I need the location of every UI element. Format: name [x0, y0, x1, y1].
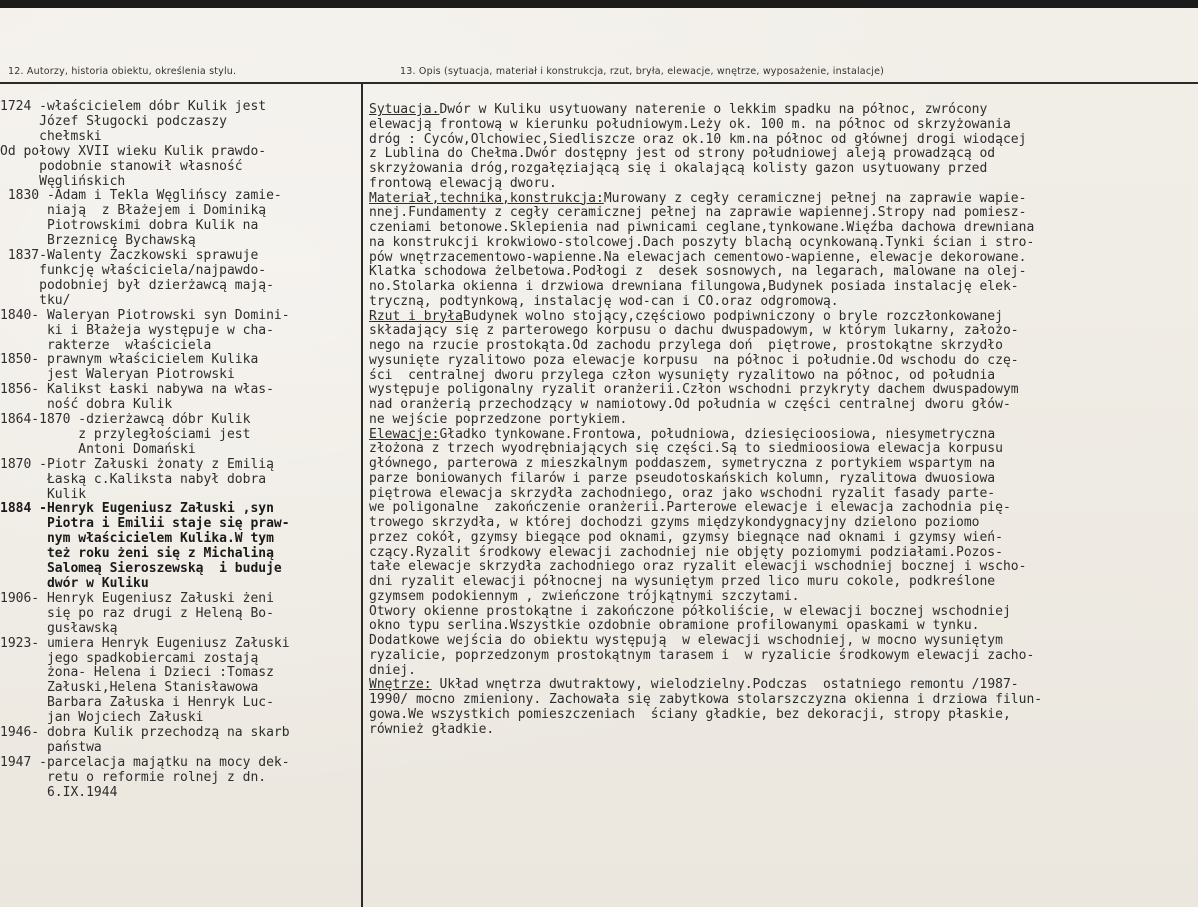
description-text: nnej.Fundamenty z cegły ceramicznej pełnej na zaprawie wapiennej.Stropy nad pomiesz- — [369, 205, 1027, 221]
description-text: gzymsem podokiennym , zwieńczone trójkątnymi szczytami. — [369, 588, 800, 604]
description-line — [369, 147, 1198, 162]
description-line — [369, 413, 1198, 428]
history-line: rakterze właściciela — [0, 337, 212, 353]
history-line: 1884 -Henryk Eugeniusz Załuski ,syn — [0, 501, 274, 517]
description-text: elewacją frontową w kierunku południowym.Leży ok. 100 m. na północ od skrzyżowania — [369, 116, 1011, 132]
description-text: Układ wnętrza dwutraktowy, wielodzielny.Podczas ostatniego remontu /1987- — [431, 677, 1019, 693]
history-line: 1947 -parcelacja majątku na mocy dek- — [0, 754, 290, 770]
description-line — [369, 575, 1198, 590]
description-text: Dwór w Kuliku usytuowany naterenie o lekkim spadku na północ, zwrócony — [439, 102, 988, 117]
section-label: Materiał,technika,konstrukcja: — [369, 190, 604, 206]
description-line — [369, 501, 1198, 516]
description-line — [369, 324, 1198, 339]
description-text: złożona z trzech wyodrębniających się części.Są to siedmioosiowa elewacja korpusu — [369, 441, 1003, 457]
description-text: parze boniowanych filarów i parze pseudotoskańskich kolumn, ryzalitowa dwuosiowa — [369, 470, 996, 486]
history-line: Piotra i Emilii staje się praw- — [0, 516, 290, 532]
description-line — [369, 103, 1198, 118]
description-text: ryzalicie, poprzedzonym prostokątnym tarasem i w ryzalicie środkowym elewacji zacho- — [369, 647, 1035, 663]
description-line — [369, 472, 1198, 487]
description-text: tałe elewacje skrzydła zachodniego oraz ryzalit elewacji wschodniej bocznej i wscho- — [369, 559, 1027, 575]
history-line: ki i Błażeja występuje w cha- — [0, 322, 274, 338]
history-line: 1830 -Adam i Tekla Węglińscy zamie- — [0, 188, 282, 204]
description-line — [369, 678, 1198, 693]
description-text: ne wejście poprzedzone portykiem. — [369, 411, 628, 427]
history-line: Salomeą Sieroszewską i buduje — [0, 561, 282, 577]
history-line: Łaską c.Kaliksta nabył dobra — [0, 471, 267, 487]
description-text: przez cokół, gzymsy biegące pod oknami, gzymsy biegnące nad oknami i gzymsy wień- — [369, 529, 1003, 545]
description-line — [369, 251, 1198, 266]
history-line: Załuski,Helena Stanisławowa — [0, 680, 259, 696]
description-line — [369, 693, 1198, 708]
description-text: Otwory okienne prostokątne i zakończone półkoliście, w elewacji bocznej wschodniej — [369, 603, 1011, 619]
history-line: Kulik — [0, 486, 87, 502]
history-column — [0, 100, 361, 801]
history-line: 1906- Henryk Eugeniusz Załuski żeni — [0, 590, 274, 606]
history-line: z przyległościami jest — [0, 426, 251, 442]
description-text: frontową elewacją dworu. — [369, 175, 557, 191]
history-line: chełmski — [0, 128, 102, 144]
description-text: czący.Ryzalit środkowy elewacji zachodniej nie objęty poziomymi podziałami.Pozos- — [369, 544, 1003, 560]
description-line — [369, 236, 1198, 251]
history-line: podobniej był dzierżawcą mają- — [0, 277, 274, 293]
description-line — [369, 221, 1198, 236]
description-line — [369, 383, 1198, 398]
description-line — [369, 649, 1198, 664]
description-line — [369, 457, 1198, 472]
column-divider — [361, 84, 363, 907]
description-line — [369, 442, 1198, 457]
description-text: nad oranżerią przechodzący w namiotowy.Od południa w części centralnej dworu głów- — [369, 397, 1011, 412]
description-text: trowego skrzydła, w której dochodzi gzyms międzykondygnacyjny dzielono poziomo — [369, 515, 980, 530]
description-text: dni ryzalit elewacji północnej na wysuniętym przed lico muru cokole, podkreślone — [369, 574, 996, 589]
description-text: tryczną, podtynkową, instalację wod-can i CO.oraz odgromową. — [369, 293, 839, 309]
description-line — [369, 206, 1198, 221]
history-line: się po raz drugi z Heleną Bo- — [0, 605, 274, 621]
history-line: funkcję właściciela/najpawdo- — [0, 262, 267, 278]
history-line: 1946- dobra Kulik przechodzą na skarb — [0, 725, 290, 741]
description-line — [369, 428, 1198, 443]
description-text: skrzyżowania dróg,rozgałęziającą się i okalającą kolisty gazon usytuowany przed — [369, 161, 988, 176]
description-text: Budynek wolno stojący,częściowo podpiwniczony o bryle rozczłonkowanej — [462, 308, 1003, 324]
description-line — [369, 605, 1198, 620]
history-line: Piotrowskimi dobra Kulik na — [0, 218, 259, 234]
description-line — [369, 560, 1198, 575]
description-text: Dodatkowe wejścia do obiektu występują w elewacji wschodniej, w mocno wysuniętym — [369, 633, 1003, 648]
history-line: 1870 -Piotr Załuski żonaty z Emilią — [0, 456, 274, 472]
description-line — [369, 295, 1198, 310]
description-text: pów wnętrzacementowo-wapienne.Na elewacjach cementowo-wapienne, elewacje dekorowane. — [369, 249, 1027, 265]
description-text: z Lublina do Chełma.Dwór dostępny jest od strony południowej aleją prowadzącą od — [369, 146, 996, 162]
description-text: Gładko tynkowane.Frontowa, południowa, dziesięcioosiowa, niesymetryczna — [439, 426, 996, 442]
history-line: Antoni Domański — [0, 441, 196, 457]
description-line — [369, 398, 1198, 413]
description-text: no.Stolarka okienna i drzwiowa drewniana filungowa,Budynek posiada instalację elek- — [369, 279, 1019, 294]
description-text: również gładkie. — [369, 721, 495, 737]
description-text: na konstrukcji krokwiowo-stolcowej.Dach poszyty blachą ocynkowaną.Tynki ścian i stro- — [369, 234, 1035, 250]
history-line: 1840- Waleryan Piotrowski syn Domini- — [0, 307, 290, 323]
description-line — [369, 177, 1198, 192]
description-line — [369, 310, 1198, 325]
description-line — [369, 516, 1198, 531]
description-line — [369, 369, 1198, 384]
description-line — [369, 280, 1198, 295]
description-text: gowa.We wszystkich pomieszczeniach ściany gładkie, bez dekoracji, stropy płaskie, — [369, 706, 1011, 722]
description-text: 1990/ mocno zmieniony. Zachowała się zabytkowa stolarszczyzna okienna i drziowa filun- — [369, 692, 1043, 707]
history-line: retu o reformie rolnej z dn. — [0, 769, 267, 785]
history-line: żona- Helena i Dzieci :Tomasz — [0, 665, 274, 681]
right-column-header: 13. Opis (sytuacja, materiał i konstrukcja, rzut, bryła, elewacje, wnętrze, wyposażenie, instalacje) — [400, 66, 885, 77]
description-text: składający się z parterowego korpusu o dachu dwuspadowym, w którym lukarny, założo- — [369, 323, 1019, 339]
history-line: Od połowy XVII wieku Kulik prawdo- — [0, 143, 267, 159]
history-line: dwór w Kuliku — [0, 576, 149, 591]
history-line: 1856- Kalikst Łaski nabywa na włas- — [0, 382, 274, 398]
description-line — [369, 265, 1198, 280]
description-line — [369, 133, 1198, 148]
history-line: niają z Błażejem i Dominiką — [0, 203, 267, 219]
description-text: występuje poligonalny ryzalit oranżerii.Człon wschodni przykryty dachem dwuspadowym — [369, 382, 1019, 398]
history-line: podobnie stanowił własność — [0, 158, 243, 174]
description-text: we poligonalne zakończenie oranżerii.Parterowe elewacje i elewacja zachodnia pię- — [369, 500, 1011, 516]
description-line — [369, 708, 1198, 723]
description-line — [369, 723, 1198, 738]
history-line: tku/ — [0, 292, 71, 308]
history-line: 1724 -właścicielem dóbr Kulik jest — [0, 99, 267, 114]
description-text: Murowany z cegły ceramicznej pełnej na zaprawie wapie- — [603, 190, 1027, 206]
history-line: 1837-Walenty Żaczkowski sprawuje — [0, 248, 259, 264]
description-line — [369, 664, 1198, 679]
history-line: Brzeznicę Bychawską — [0, 233, 196, 249]
history-line: Barbara Załuska i Henryk Luc- — [0, 695, 274, 711]
description-text: ści centralnej dworu przylega człon wysunięty ryzalitowo na północ, od południa — [369, 367, 996, 383]
description-line — [369, 487, 1198, 502]
history-line: państwa — [0, 739, 102, 755]
description-text: piętrowa elewacja skrzydła zachodniego, oraz jako wschodni ryzalit fasady parte- — [369, 485, 996, 501]
section-label: Rzut i bryła — [369, 308, 463, 324]
history-line: gusławską — [0, 620, 118, 636]
description-line — [369, 619, 1198, 634]
history-line: Józef Sługocki podczaszy — [0, 113, 227, 129]
scan-edge-band — [0, 0, 1198, 8]
description-text: dniej. — [369, 662, 416, 678]
history-line: Węglińskich — [0, 173, 126, 189]
description-line — [369, 192, 1198, 207]
description-text: okno typu serlina.Wszystkie ozdobnie obramione profilowanymi opaskami w tynku. — [369, 618, 980, 634]
description-text: wysunięte ryzalitowo poza elewacje korpusu na północ i południe.Od wschodu do czę- — [369, 352, 1019, 368]
description-line — [369, 634, 1198, 649]
header-divider — [0, 82, 1198, 84]
history-line: 1850- prawnym właścicielem Kulika — [0, 352, 259, 368]
description-line — [369, 546, 1198, 561]
history-line: 1864-1870 -dzierżawcą dóbr Kulik — [0, 412, 251, 428]
description-line — [369, 162, 1198, 177]
history-line: 1923- umiera Henryk Eugeniusz Załuski — [0, 635, 290, 651]
description-text: czeniami betonowe.Sklepienia nad piwnicami ceglane,tynkowane.Więźba dachowa drewniana — [369, 220, 1035, 235]
history-line: jego spadkobiercami zostają — [0, 650, 259, 666]
description-text: głównego, parterowa z mieszkalnym poddaszem, symetryczna z portykiem wspartym na — [369, 456, 996, 471]
history-line: jan Wojciech Załuski — [0, 710, 204, 726]
history-line: 6.IX.1944 — [0, 784, 118, 800]
history-line: ność dobra Kulik — [0, 397, 173, 413]
description-text: nego na rzucie prostokąta.Od zachodu przylega doń piętrowe, prostokątne skrzydło — [369, 338, 1003, 353]
description-text: dróg : Cyców,Olchowiec,Siedliszcze oraz ok.10 km.na północ od głównej drogi wiodącej — [369, 131, 1027, 147]
description-line — [369, 339, 1198, 354]
left-column-header: 12. Autorzy, historia obiektu, określenia stylu. — [8, 66, 237, 77]
history-line: jest Waleryan Piotrowski — [0, 367, 235, 383]
description-line — [369, 118, 1198, 133]
section-label: Wnętrze: — [369, 677, 432, 693]
description-line — [369, 590, 1198, 605]
description-column — [369, 103, 1198, 737]
description-line — [369, 354, 1198, 369]
description-line — [369, 531, 1198, 546]
history-line: nym właścicielem Kulika.W tym — [0, 531, 274, 547]
description-text: Klatka schodowa żelbetowa.Podłogi z desek sosnowych, na legarach, malowane na olej- — [369, 264, 1027, 280]
section-label: Elewacje: — [369, 426, 440, 442]
history-line: też roku żeni się z Michaliną — [0, 546, 274, 562]
section-label: Sytuacja. — [369, 102, 440, 117]
